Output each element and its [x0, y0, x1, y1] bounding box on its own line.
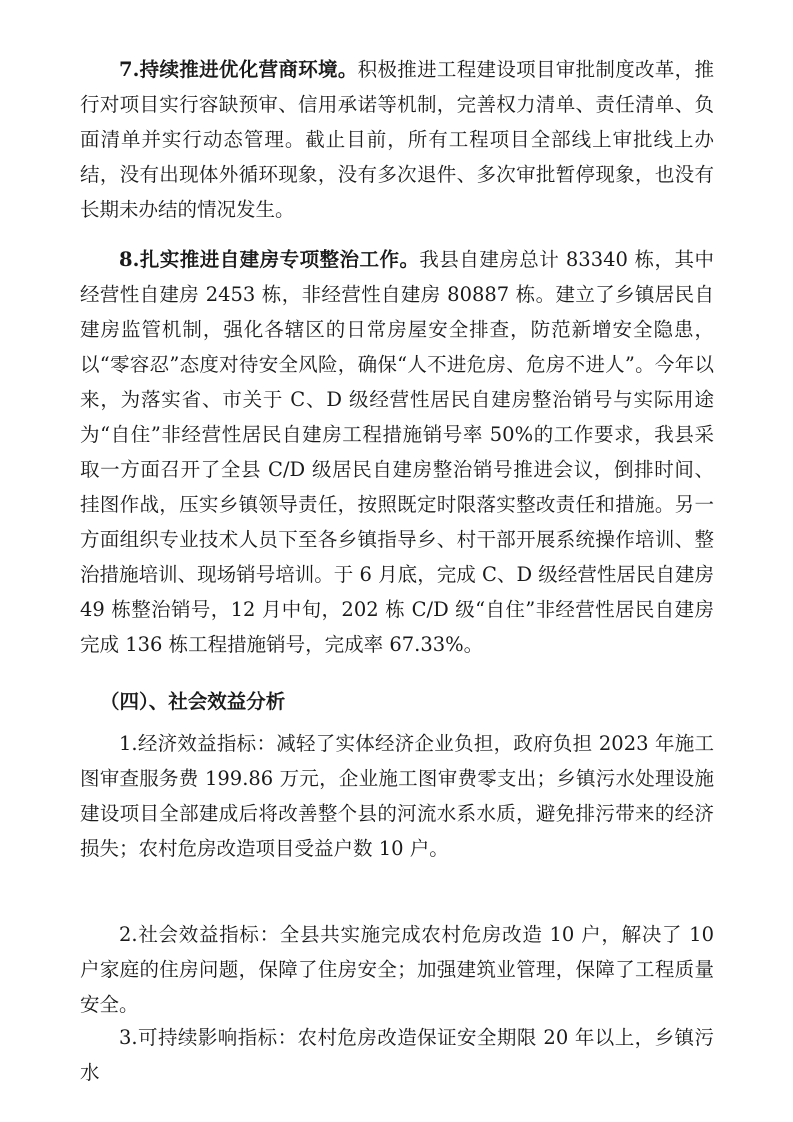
section-heading: （四）、社会效益分析 — [100, 690, 286, 713]
paragraph-lead: 8.扎实推进自建房专项整治工作。 — [119, 248, 420, 271]
paragraph-business-environment — [80, 52, 714, 227]
paragraph-sustainability-indicator: 3.可持续影响指标：农村危房改造保证安全期限 20 年以上，乡镇污水 — [80, 1026, 714, 1084]
paragraph-social-indicator: 2.社会效益指标：全县共实施完成农村危房改造 10 户，解决了 10 户家庭的住房问题，保障了住房安全；加强建筑业管理，保障了工程质量安全。 — [80, 923, 714, 1016]
paragraph-body: 我县自建房总计 83340 栋，其中经营性自建房 2453 栋，非经营性自建房 80887 栋。建立了乡镇居民自建房监管机制，强化各辖区的日常房屋安全排查，防范新增安全隐患，以“零容忍”态度对待安全风险，确保“人不进危房、危房不进人”。今年以来，为落实省、市关于 C、D 级经营性居民自建房整治销号与实际用途为“自住”非经营性居民自建房工程措施销号率 50%的工作要求，我县采取一方面召开了全县 C/D 级居民自建房整治销号推进会议，倒排时间、挂图作战，压实乡镇领导责任，按照既定时限落实整改责任和措施。另一方面组织专业技术人员下至各乡镇指导乡、村干部开展系统操作培训、整治措施培训、现场销号培训。于 6 月底，完成 C、D 级经营性居民自建房 49 栋整治销号，12 月中旬，202 栋 C/D 级“自住”非经营性居民自建房完成 136 栋工程措施销号，完成率 67.33%。 — [80, 248, 714, 656]
paragraph-economic-indicator: 1.经济效益指标：减轻了实体经济企业负担，政府负担 2023 年施工图审查服务费 199.86 万元，企业施工图审费零支出；乡镇污水处理设施建设项目全部建成后将改善整个县的河流水系水质，避免排污带来的经济损失；农村危房改造项目受益户数 10 户。 — [80, 732, 714, 860]
paragraph-lead: 7.持续推进优化营商环境。 — [119, 58, 358, 81]
paragraph-self-built-housing — [80, 242, 714, 662]
paragraph-body: 积极推进工程建设项目审批制度改革，推行对项目实行容缺预审、信用承诺等机制，完善权力清单、责任清单、负面清单并实行动态管理。截止目前，所有工程项目全部线上审批线上办结，没有出现体外循环现象，没有多次退件、多次审批暂停现象，也没有长期未办结的情况发生。 — [80, 58, 714, 221]
